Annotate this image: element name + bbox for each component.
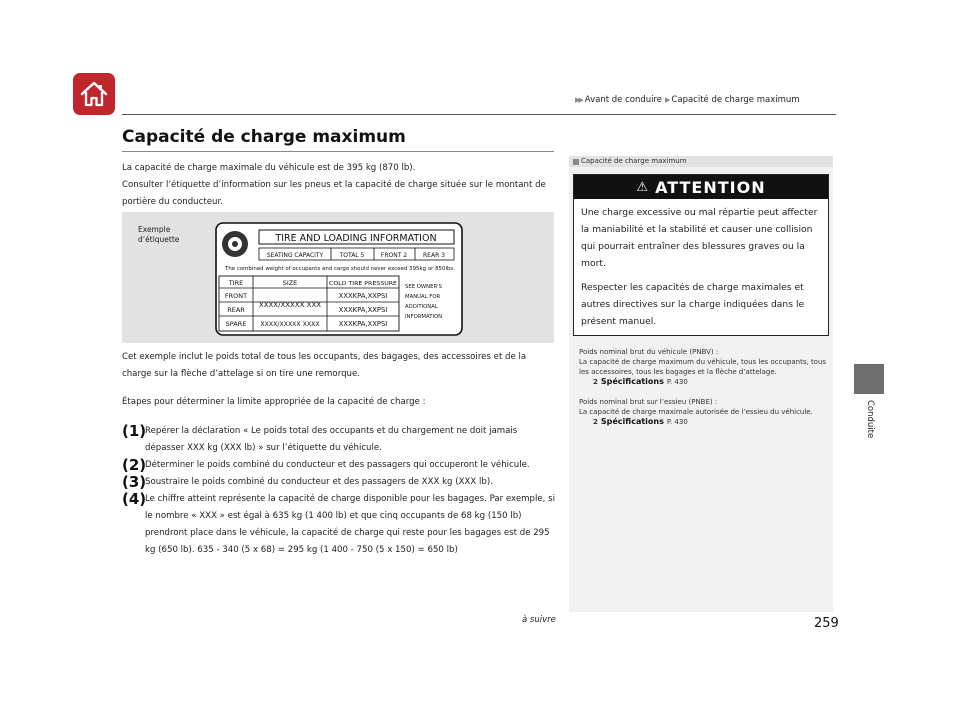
intro-text bbox=[122, 160, 558, 211]
note-square-icon bbox=[573, 159, 579, 165]
pressure-spare-value: XXXKPA,XXPSI bbox=[338, 320, 388, 328]
step-number: (3) bbox=[122, 473, 147, 491]
specifications-link[interactable] bbox=[579, 377, 827, 387]
specifications-link[interactable] bbox=[579, 417, 827, 427]
definition-text: La capacité de charge maximale autorisée de l’essieu du véhicule. bbox=[579, 408, 813, 416]
example-label-panel bbox=[122, 212, 554, 343]
step-text: Le chiffre atteint représente la capacité de charge disponible pour les bagages. Par exemple, si le nombre « XXX » est égal à 635 kg (1 400 lb) et que cinq occupants de 68 kg (150 lb) prendront place dans le véhicule, la capacité de charge qui reste pour les bagages est de 295 kg (650 lb). 635 - 340 (5 x 68) = 295 kg (1 400 - 750 (5 x 150) = 650 lb) bbox=[145, 494, 555, 555]
reference-arrow-icon: 2 bbox=[593, 418, 598, 426]
attention-title: ATTENTION bbox=[655, 177, 766, 197]
example-caption-line-2: d’étiquette bbox=[138, 235, 180, 244]
see-manual-line-1: SEE OWNER'S bbox=[405, 284, 442, 290]
definition-term: Poids nominal brut sur l’essieu (PNBE) : bbox=[579, 398, 718, 406]
step-text: Soustraire le poids combiné du conducteur et des passagers de XXX kg (XXX lb). bbox=[145, 477, 493, 487]
step-text: Repérer la déclaration « Le poids total des occupants et du chargement ne doit jamais dépasser XXX kg (XXX lb) » sur l’étiquette du véhicule. bbox=[145, 426, 518, 453]
reference-page: P. 430 bbox=[666, 418, 688, 426]
paragraph-steps-intro: Étapes pour déterminer la limite appropriée de la capacité de charge : bbox=[122, 397, 426, 407]
breadcrumb-item-avant[interactable]: Avant de conduire bbox=[584, 95, 663, 105]
title-divider bbox=[122, 151, 554, 152]
attention-paragraph-2: Respecter les capacités de charge maximales et autres directives sur la charge indiquées dans le présent manuel. bbox=[581, 282, 805, 327]
sidebar-notes bbox=[569, 156, 833, 612]
tire-loading-label bbox=[215, 222, 463, 336]
attention-header bbox=[574, 175, 828, 199]
col-pressure-header: COLD TIRE PRESSURE bbox=[329, 281, 397, 287]
reference-page: P. 430 bbox=[666, 378, 688, 386]
size-main-value: XXXX/XXXXX XXX bbox=[258, 301, 322, 309]
see-manual-line-4: INFORMATION bbox=[405, 314, 443, 320]
row-rear-label: REAR bbox=[227, 306, 245, 314]
page-number: 259 bbox=[814, 616, 839, 631]
col-tire-header: TIRE bbox=[228, 279, 244, 287]
sidebar-heading bbox=[569, 156, 833, 167]
col-size-header: SIZE bbox=[282, 279, 298, 287]
reference-arrow-icon: 2 bbox=[593, 378, 598, 386]
step-number: (4) bbox=[122, 490, 147, 508]
step-item bbox=[122, 491, 558, 559]
rear-count-text: REAR 3 bbox=[423, 252, 445, 259]
pressure-front-value: XXXKPA,XXPSI bbox=[338, 292, 388, 300]
row-spare-label: SPARE bbox=[225, 320, 247, 328]
tire-label-title: TIRE AND LOADING INFORMATION bbox=[275, 233, 437, 244]
continue-note: à suivre bbox=[522, 615, 556, 625]
page-title: Capacité de charge maximum bbox=[122, 127, 406, 147]
step-number: (1) bbox=[122, 422, 147, 440]
definition-text: La capacité de charge maximum du véhicule, tous les occupants, tous les accessoires, tous les bagages et la flèche d’attelage. bbox=[579, 358, 827, 376]
breadcrumb bbox=[575, 95, 800, 105]
see-manual-line-3: ADDITIONAL bbox=[405, 304, 438, 310]
header-divider bbox=[122, 114, 836, 115]
warning-triangle-icon: ⚠ bbox=[636, 179, 650, 195]
example-caption bbox=[138, 225, 179, 245]
intro-line-2: Consulter l’étiquette d’information sur les pneus et la capacité de charge située sur le montant de portière du conducteur. bbox=[122, 180, 546, 207]
attention-body bbox=[574, 199, 828, 330]
definition-term: Poids nominal brut du véhicule (PNBV) : bbox=[579, 348, 719, 356]
attention-box bbox=[573, 174, 829, 336]
sidebar-heading-text: Capacité de charge maximum bbox=[581, 157, 687, 165]
definition-item bbox=[579, 397, 827, 427]
step-text: Déterminer le poids combiné du conducteur et des passagers qui occuperont le véhicule. bbox=[145, 460, 530, 470]
front-count-text: FRONT 2 bbox=[380, 252, 408, 259]
tire-icon bbox=[222, 231, 248, 257]
reference-label: Spécifications bbox=[600, 417, 664, 426]
breadcrumb-item-current: Capacité de charge maximum bbox=[671, 95, 800, 105]
total-text: TOTAL 5 bbox=[339, 252, 365, 259]
row-front-label: FRONT bbox=[224, 292, 248, 300]
example-caption-line-1: Exemple bbox=[138, 225, 171, 234]
combined-weight-note: The combined weight of occupants and cargo should never exceed 395kg or 850lbs. bbox=[223, 266, 456, 272]
reference-label: Spécifications bbox=[600, 377, 664, 386]
step-item bbox=[122, 457, 558, 474]
chapter-tab-label: Conduite bbox=[865, 400, 875, 439]
attention-paragraph-1: Une charge excessive ou mal répartie peut affecter la maniabilité et la stabilité et causer une collision qui pourrait entraîner des blessures graves ou la mort. bbox=[581, 207, 818, 269]
paragraph-example-info: Cet exemple inclut le poids total de tous les occupants, des bagages, des accessoires et de la charge sur la flèche d’attelage si on tire une remorque. bbox=[122, 352, 527, 379]
step-item bbox=[122, 474, 558, 491]
home-icon bbox=[79, 80, 109, 108]
step-item bbox=[122, 423, 558, 457]
breadcrumb-arrow-icon: ▶▶ bbox=[575, 96, 582, 104]
pressure-rear-value: XXXKPA,XXPSI bbox=[338, 306, 388, 314]
steps-list bbox=[122, 423, 558, 559]
home-button[interactable] bbox=[73, 73, 115, 115]
definition-item bbox=[579, 347, 827, 387]
seating-capacity-text: SEATING CAPACITY bbox=[266, 252, 324, 259]
definitions bbox=[579, 347, 827, 427]
intro-line-1: La capacité de charge maximale du véhicule est de 395 kg (870 lb). bbox=[122, 163, 416, 173]
breadcrumb-arrow-icon: ▶ bbox=[665, 96, 669, 104]
step-number: (2) bbox=[122, 456, 147, 474]
chapter-tab-marker[interactable] bbox=[854, 364, 884, 394]
size-spare-value: XXXX/XXXXX XXXX bbox=[260, 321, 320, 328]
see-manual-line-2: MANUAL FOR bbox=[405, 294, 441, 300]
